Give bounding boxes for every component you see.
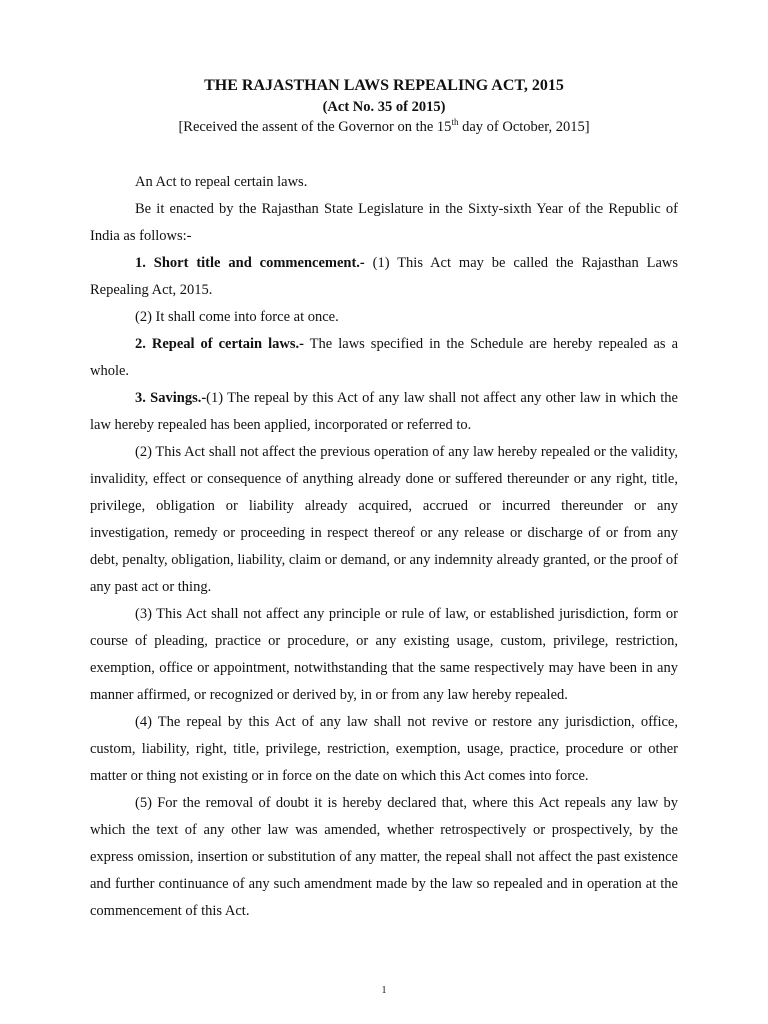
preamble-line-2: Be it enacted by the Rajasthan State Legislature in the Sixty-sixth Year of the Republic of India as follows:- <box>90 201 678 244</box>
section-3-subsection-2: (2) This Act shall not affect the previous operation of any law hereby repealed or the validity, invalidity, effect or consequence of anything already done or suffered thereunder or any right, title, privilege, obligation or liability already acquired, accrued or incurred thereunder or any investigation, remedy or proceeding in respect thereof or any release or discharge of or from any debt, penalty, obligation, liability, claim or demand, or any indemnity already granted, or the proof of any past act or thing. <box>90 444 678 595</box>
section-3-subsection-5: (5) For the removal of doubt it is hereby declared that, where this Act repeals any law by which the text of any other law was amended, whether retrospectively or prospectively, by the express omission, insertion or substitution of any matter, the repeal shall not affect the past existence and further continuance of any such amendment made by the law so repealed and in operation at the commencement of this Act. <box>90 795 678 919</box>
section-3-subsection-3: (3) This Act shall not affect any principle or rule of law, or established jurisdiction, form or course of pleading, practice or procedure, or any existing usage, custom, privilege, restriction, exemption, office or appointment, notwithstanding that the same respectively may have been in any manner affirmed, or recognized or derived by, in or from any law hereby repealed. <box>90 606 678 703</box>
section-1-heading: 1. Short title and commencement.- <box>135 255 365 271</box>
document-body <box>90 169 678 925</box>
section-1-text: (1) This Act may be called the Rajasthan Laws Repealing Act, 2015. <box>90 255 679 298</box>
section-2-heading: 2. Repeal of certain laws.- <box>135 336 304 352</box>
section-2-text: The laws specified in the Schedule are hereby repealed as a whole. <box>90 336 678 379</box>
document-title: THE RAJASTHAN LAWS REPEALING ACT, 2015 <box>204 77 564 94</box>
section-3-subsection-4: (4) The repeal by this Act of any law shall not revive or restore any jurisdiction, office, custom, liability, right, title, privilege, restriction, exemption, usage, practice, procedure or other matter or thing not existing or in force on the date on which this Act comes into force. <box>90 714 678 784</box>
section-3-heading: 3. Savings.- <box>135 390 207 406</box>
preamble-line-1: An Act to repeal certain laws. <box>135 174 308 190</box>
assent-text-after: day of October, 2015] <box>458 119 590 135</box>
assent-text-before: [Received the assent of the Governor on the 15 <box>178 119 452 135</box>
page-number: 1 <box>381 985 387 996</box>
section-3-subsection-1 <box>90 385 678 439</box>
assent-line <box>0 118 768 136</box>
section-1-subsection-1 <box>90 250 678 304</box>
assent-superscript: th <box>451 117 459 127</box>
section-2 <box>90 331 678 385</box>
section-3-text: (1) The repeal by this Act of any law shall not affect any other law in which the law hereby repealed has been applied, incorporated or referred to. <box>90 390 678 433</box>
act-number: (Act No. 35 of 2015) <box>322 99 446 115</box>
section-1-subsection-2: (2) It shall come into force at once. <box>135 309 339 325</box>
